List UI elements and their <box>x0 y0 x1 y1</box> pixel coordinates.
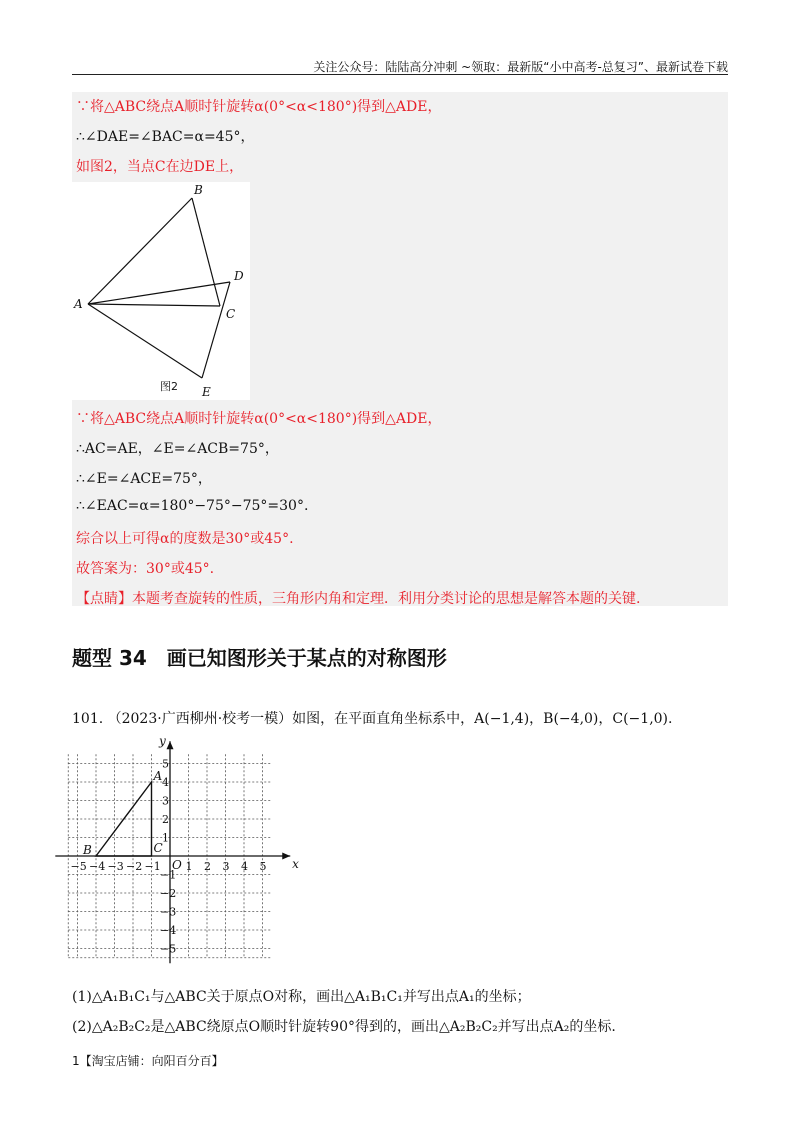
solution-line-7: ∴∠EAC=α=180°−75°−75°=30°. <box>76 498 309 514</box>
x-tick-label: −2 <box>126 860 143 873</box>
x-tick-label: −3 <box>107 860 124 873</box>
solution-line-5: ∴AC=AE，∠E=∠ACB=75°， <box>76 441 279 457</box>
solution-line-6: ∴∠E=∠ACE=75°， <box>76 471 212 487</box>
solution-line-1: ∵将△ABC绕点A顺时针旋转α(0°<α<180°)得到△ADE， <box>76 99 442 115</box>
coordinate-grid <box>70 734 302 976</box>
y-axis-label: y <box>159 734 166 748</box>
point-label-B: B <box>83 843 92 857</box>
header-rule <box>72 74 728 75</box>
segment-AC <box>88 304 220 306</box>
page-header: 关注公众号：陆陆高分冲刺 ~领取：最新版“小中高考-总复习”、最新试卷下载 <box>313 60 728 74</box>
segment-BC <box>192 198 220 306</box>
solution-line-4: ∵将△ABC绕点A顺时针旋转α(0°<α<180°)得到△ADE， <box>76 411 442 427</box>
question-2: (2)△A₂B₂C₂是△ABC绕原点O顺时针旋转90°得到的，画出△A₂B₂C₂并写出点A₂的坐标. <box>72 1019 616 1035</box>
problem-statement: 101. （2023·广西柳州·校考一模）如图，在平面直角坐标系中，A(−1,4)，B(−4,0)，C(−1,0). <box>72 711 673 727</box>
y-tick-label: 4 <box>162 776 169 789</box>
fig2-label-D: D <box>234 269 244 283</box>
fig2-label-E: E <box>202 385 211 399</box>
fig2-caption: 图2 <box>160 380 178 393</box>
solution-line-10: 【点睛】本题考查旋转的性质，三角形内角和定理．利用分类讨论的思想是解答本题的关键. <box>76 591 641 607</box>
x-tick-label: −5 <box>70 860 87 873</box>
point-label-C: C <box>153 841 163 855</box>
y-tick-label: 3 <box>162 794 169 808</box>
x-tick-label: 5 <box>259 860 267 873</box>
x-axis-label: x <box>292 857 299 871</box>
solution-line-8: 综合以上可得α的度数是30°或45°. <box>76 531 294 547</box>
coordinate-grid-drawing <box>70 734 302 972</box>
figure-2 <box>72 182 250 400</box>
x-tick-label: 2 <box>204 860 211 873</box>
y-tick-label: 5 <box>162 757 169 771</box>
x-axis-arrow <box>282 853 290 860</box>
y-axis-arrow <box>167 741 174 749</box>
y-tick-label: 1 <box>162 831 169 845</box>
fig2-label-C: C <box>226 307 236 321</box>
point-label-A: A <box>153 769 163 783</box>
figure-2-drawing <box>72 182 250 400</box>
x-tick-label: −1 <box>144 860 161 873</box>
y-tick-label: −1 <box>160 868 177 882</box>
x-tick-label: 4 <box>241 860 248 873</box>
fig2-label-A: A <box>74 297 83 311</box>
solution-line-3: 如图2，当点C在边DE上， <box>76 159 244 175</box>
x-tick-label: −4 <box>89 860 106 873</box>
y-tick-label: −2 <box>160 887 177 900</box>
y-tick-label: −3 <box>160 905 177 919</box>
y-tick-label: 2 <box>162 813 169 826</box>
segment-DE <box>202 282 230 378</box>
fig2-label-B: B <box>194 183 203 197</box>
segment-AE <box>88 304 202 378</box>
segment-AB <box>88 198 192 304</box>
y-tick-label: −5 <box>160 942 177 956</box>
x-tick-label: 1 <box>185 860 193 873</box>
solution-line-2: ∴∠DAE=∠BAC=α=45°， <box>76 129 255 145</box>
solution-box <box>72 92 728 606</box>
question-1: (1)△A₁B₁C₁与△ABC关于原点O对称，画出△A₁B₁C₁并写出点A₁的坐标； <box>72 989 531 1005</box>
origin-label: O <box>172 858 182 872</box>
x-tick-label: 3 <box>222 860 230 873</box>
solution-line-9: 故答案为：30°或45°. <box>76 561 215 577</box>
topic-title: 题型 34 画已知图形关于某点的对称图形 <box>72 646 447 670</box>
y-tick-label: −4 <box>160 924 177 937</box>
page-footer: 1【淘宝店铺：向阳百分百】 <box>72 1054 224 1068</box>
segment-AD <box>88 282 230 304</box>
